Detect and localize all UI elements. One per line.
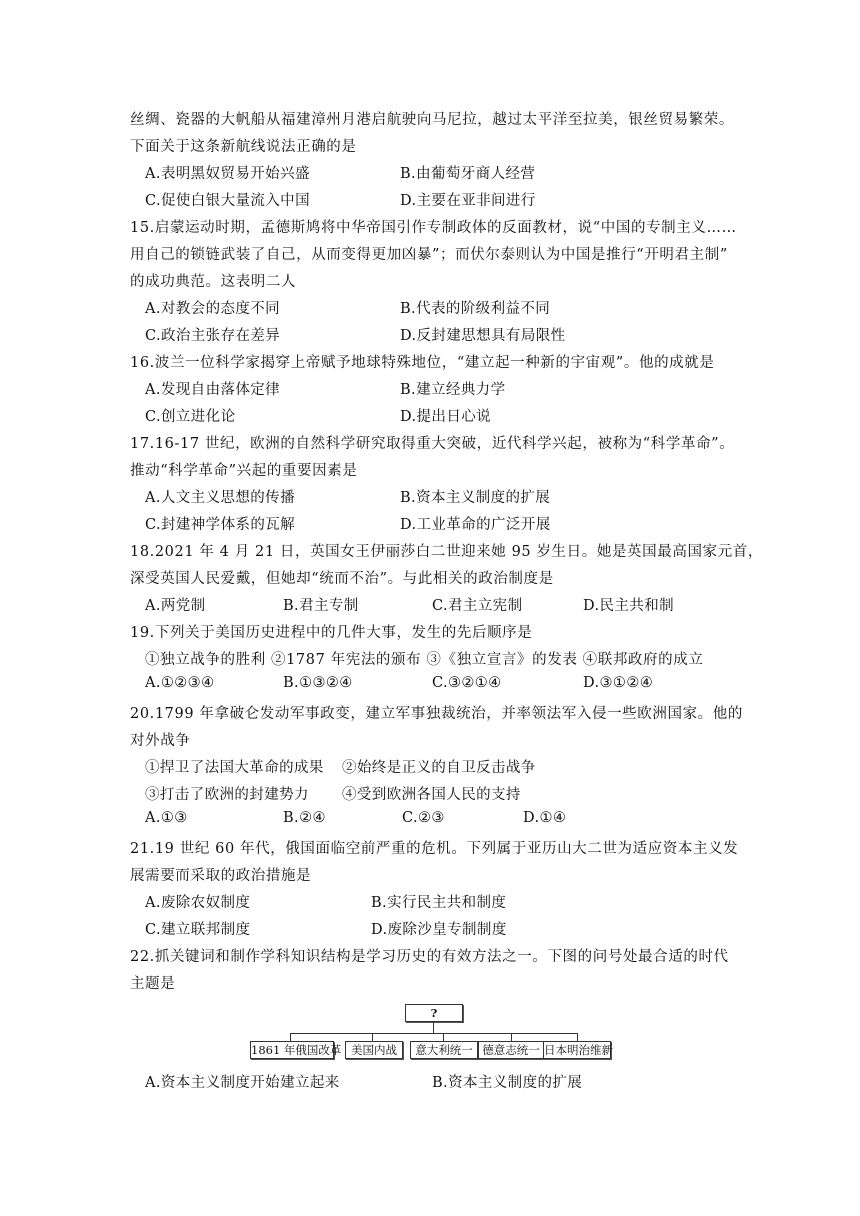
question-22-option-a: A.资本主义制度开始建立起来: [145, 1075, 340, 1091]
diagram-connector: [433, 1022, 434, 1033]
question-16-option-a: A.发现自由落体定律: [145, 382, 281, 398]
question-15-option-d: D.反封建思想具有局限性: [400, 328, 566, 344]
question-14-option-a: A.表明黑奴贸易开始兴盛: [145, 166, 310, 182]
question-19-stem: 19.下列关于美国历史进程中的几件大事，发生的先后顺序是: [130, 625, 533, 641]
question-22-stem-line-1: 22.抓关键词和制作学科知识结构是学习历史的有效方法之一。下图的问号处最合适的时代: [130, 949, 729, 965]
question-18-stem-line-1: 18.2021 年 4 月 21 日，英国女王伊丽莎白二世迎来她 95 岁生日。她是英国最高国家元首，: [130, 544, 763, 560]
question-20-statement-1: ①捍卫了法国大革命的成果: [145, 760, 324, 776]
question-14-option-c: C.促使白银大量流入中国: [145, 193, 310, 209]
question-19-option-a: A.①②③④: [145, 675, 215, 691]
question-19-option-c: C.③②①④: [432, 675, 502, 691]
question-19-option-b: B.①③②④: [283, 675, 353, 691]
question-20-option-b: B.②④: [283, 810, 326, 826]
question-14-option-b: B.由葡萄牙商人经营: [400, 166, 536, 182]
diagram-connector: [290, 1033, 291, 1041]
diagram-connector: [577, 1033, 578, 1041]
diagram-top-box: ?: [405, 1004, 463, 1022]
question-17-option-c: C.封建神学体系的瓦解: [145, 517, 296, 533]
diagram-connector: [443, 1033, 444, 1041]
question-20-stem-line-1: 20.1799 年拿破仑发动军事政变，建立军事独裁统治，并率领法军入侵一些欧洲国家。他的: [130, 706, 743, 722]
question-19-events: ①独立战争的胜利 ②1787 年宪法的颁布 ③《独立宣言》的发表 ④联邦政府的成立: [145, 652, 704, 668]
diagram-item-3: 意大利统一: [410, 1041, 478, 1059]
question-15-option-c: C.政治主张存在差异: [145, 328, 281, 344]
question-15-stem-line-1: 15.启蒙运动时期，孟德斯鸠将中华帝国引作专制政体的反面教材，说“中国的专制主义……: [130, 220, 737, 236]
question-18-option-b: B.君主专制: [283, 598, 359, 614]
diagram-item-5: 日本明治维新: [544, 1043, 613, 1057]
question-18-option-c: C.君主立宪制: [432, 598, 523, 614]
question-17-stem-line-1: 17.16-17 世纪，欧洲的自然科学研究取得重大突破，近代科学兴起，被称为“科学革命”。: [130, 436, 735, 452]
question-17-option-a: A.人文主义思想的传播: [145, 490, 295, 506]
question-14-option-d: D.主要在亚非间进行: [400, 193, 536, 209]
question-21-option-b: B.实行民主共和制度: [371, 895, 507, 911]
question-21-option-a: A.废除农奴制度: [145, 895, 251, 911]
question-18-option-d: D.民主共和制: [583, 598, 675, 614]
question-20-option-a: A.①③: [145, 810, 188, 826]
question-20-statement-4: ④受到欧洲各国人民的支持: [342, 787, 521, 803]
question-14-stem-line-2: 下面关于这条新航线说法正确的是: [130, 139, 357, 155]
question-16-option-b: B.建立经典力学: [400, 382, 506, 398]
question-21-option-d: D.废除沙皇专制制度: [371, 922, 507, 938]
diagram-item-4: 德意志统一: [478, 1041, 544, 1059]
diagram-branch-line: [290, 1033, 577, 1034]
question-15-stem-line-2: 用自己的锁链武装了自己，从而变得更加凶暴”；而伏尔泰则认为中国是推行“开明君主制”: [130, 247, 728, 263]
diagram-connector: [372, 1033, 373, 1041]
question-18-option-a: A.两党制: [145, 598, 206, 614]
question-20-statement-3: ③打击了欧洲的封建势力: [145, 787, 309, 803]
question-17-option-b: B.资本主义制度的扩展: [400, 490, 551, 506]
question-20-stem-line-2: 对外战争: [130, 733, 191, 749]
diagram-item-2: 美国内战: [345, 1041, 403, 1059]
question-22-option-b: B.资本主义制度的扩展: [432, 1075, 583, 1091]
question-15-option-b: B.代表的阶级利益不同: [400, 301, 551, 317]
question-18-stem-line-2: 深受英国人民爱戴，但她却“统而不治”。与此相关的政治制度是: [130, 571, 554, 587]
diagram-item-1: 1861 年俄国改革: [251, 1043, 342, 1057]
question-19-option-d: D.③①②④: [583, 675, 654, 691]
question-17-option-d: D.工业革命的广泛开展: [400, 517, 551, 533]
question-21-stem-line-1: 21.19 世纪 60 年代，俄国面临空前严重的危机。下列属于亚历山大二世为适应资本主义发: [130, 841, 739, 857]
question-20-option-d: D.①④: [523, 810, 567, 826]
question-15-option-a: A.对教会的态度不同: [145, 301, 281, 317]
question-21-stem-line-2: 展需要而采取的政治措施是: [130, 868, 312, 884]
question-15-stem-line-3: 的成功典范。这表明二人: [130, 274, 297, 290]
question-20-option-c: C.②③: [402, 810, 445, 826]
question-16-option-d: D.提出日心说: [400, 409, 492, 425]
question-16-option-c: C.创立进化论: [145, 409, 236, 425]
question-21-option-c: C.建立联邦制度: [145, 922, 251, 938]
question-20-statement-2: ②始终是正义的自卫反击战争: [342, 760, 536, 776]
question-22-stem-line-2: 主题是: [130, 976, 176, 992]
question-17-stem-line-2: 推动“科学革命”兴起的重要因素是: [130, 463, 358, 479]
question-14-stem-line-1: 丝绸、瓷器的大帆船从福建漳州月港启航驶向马尼拉，越过太平洋至拉美，银丝贸易繁荣。: [130, 112, 734, 128]
question-16-stem: 16.波兰一位科学家揭穿上帝赋予地球特殊地位，“建立起一种新的宇宙观”。他的成就是: [130, 355, 715, 371]
knowledge-structure-diagram: [250, 1004, 620, 1064]
diagram-connector: [511, 1033, 512, 1041]
